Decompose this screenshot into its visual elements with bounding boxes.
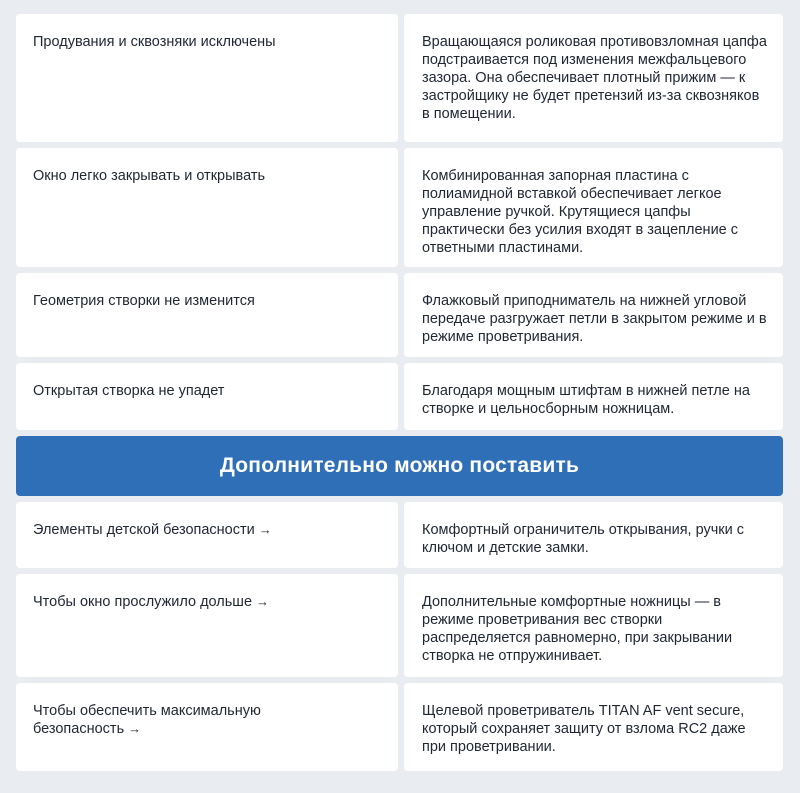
extra-row-1 (16, 502, 783, 568)
feature-description: Вращающаяся роликовая противовзломная цапфа подстраивается под изменения межфальцевого зазора. Она обеспечивает плотный прижим — к застройщику не будет претензий из-за сквозняков в помещении. (404, 14, 783, 142)
feature-table (16, 14, 783, 777)
feature-title: Продувания и сквозняки исключены (16, 14, 398, 142)
feature-row-4 (16, 363, 783, 430)
extras-banner-title: Дополнительно можно поставить (219, 454, 580, 477)
extra-link[interactable] (16, 502, 398, 568)
extra-link-label: Элементы детской безопасности (33, 522, 255, 538)
feature-title: Окно легко закрывать и открывать (16, 148, 398, 267)
arrow-right-icon: → (256, 594, 270, 609)
extras-banner (16, 436, 783, 496)
extra-description: Щелевой проветриватель TITAN AF vent secure, который сохраняет защиту от взлома RC2 даже при проветривании. (404, 683, 783, 771)
extra-link[interactable] (16, 574, 398, 677)
arrow-right-icon: → (258, 522, 272, 537)
extra-link[interactable] (16, 683, 398, 771)
extra-row-2 (16, 574, 783, 677)
feature-title: Геометрия створки не изменится (16, 273, 398, 357)
extra-link-label: Чтобы окно прослужило дольше (33, 594, 253, 610)
feature-description: Комбинированная запорная пластина с полиамидной вставкой обеспечивает легкое управление ручкой. Крутящиеся цапфы практически без усилия входят в зацепление с ответными пластинами. (404, 148, 783, 267)
arrow-right-icon: → (128, 721, 142, 736)
feature-description: Флажковый приподниматель на нижней угловой передаче разгружает петли в закрытом режиме и в режиме проветривания. (404, 273, 783, 357)
feature-title: Открытая створка не упадет (16, 363, 398, 430)
feature-description: Благодаря мощным штифтам в нижней петле на створке и цельносборным ножницам. (404, 363, 783, 430)
extra-description: Дополнительные комфортные ножницы — в режиме проветривания вес створки распределяется равномерно, при закрывании створка не отпружинивает. (404, 574, 783, 677)
feature-row-1 (16, 14, 783, 142)
feature-row-3 (16, 273, 783, 357)
extra-link-label: Чтобы обеспечить максимальную безопасность (33, 703, 261, 737)
feature-row-2 (16, 148, 783, 267)
extra-row-3 (16, 683, 783, 771)
extra-description: Комфортный ограничитель открывания, ручки с ключом и детские замки. (404, 502, 783, 568)
